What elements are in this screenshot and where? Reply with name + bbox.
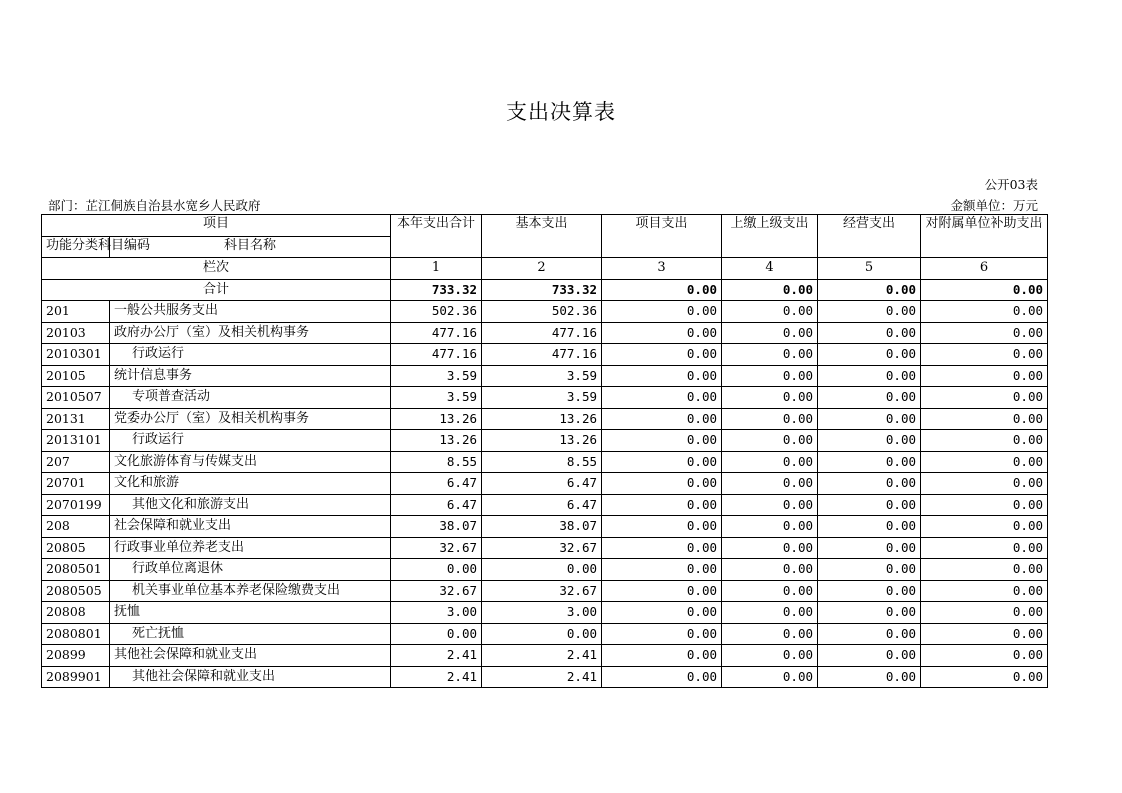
amount-cell: 6.47 (391, 494, 482, 516)
amount-cell: 32.67 (391, 580, 482, 602)
subject-name: 行政单位离退休 (110, 559, 391, 581)
subject-name: 其他社会保障和就业支出 (110, 666, 391, 688)
amount-cell: 502.36 (391, 301, 482, 323)
amount-cell: 0.00 (921, 645, 1048, 667)
amount-cell: 13.26 (482, 430, 602, 452)
amount-cell: 0.00 (818, 537, 921, 559)
amount-cell: 0.00 (722, 645, 818, 667)
amount-cell: 38.07 (482, 516, 602, 538)
subject-code: 2080501 (42, 559, 110, 581)
amount-cell: 0.00 (818, 666, 921, 688)
amount-cell: 477.16 (391, 344, 482, 366)
amount-cell: 0.00 (722, 451, 818, 473)
amount-cell: 0.00 (482, 623, 602, 645)
amount-cell: 0.00 (722, 430, 818, 452)
amount-cell: 32.67 (482, 537, 602, 559)
table-row (42, 430, 1048, 452)
subject-name: 其他社会保障和就业支出 (110, 645, 391, 667)
table-row (42, 580, 1048, 602)
amount-cell: 0.00 (921, 365, 1048, 387)
amount-cell: 0.00 (921, 322, 1048, 344)
amount-cell: 0.00 (602, 559, 722, 581)
amount-cell: 32.67 (482, 580, 602, 602)
table-row (42, 387, 1048, 409)
header-total-expenditure: 本年支出合计 (391, 215, 482, 258)
column-number: 1 (391, 258, 482, 280)
amount-cell: 6.47 (482, 494, 602, 516)
amount-cell: 0.00 (602, 365, 722, 387)
amount-cell: 0.00 (818, 602, 921, 624)
amount-cell: 0.00 (722, 344, 818, 366)
table-row (42, 408, 1048, 430)
table-row (42, 666, 1048, 688)
amount-cell: 6.47 (482, 473, 602, 495)
header-item: 项目 (42, 215, 391, 237)
amount-cell: 477.16 (391, 322, 482, 344)
subject-code: 2070199 (42, 494, 110, 516)
amount-cell: 0.00 (722, 537, 818, 559)
subject-code: 201 (42, 301, 110, 323)
amount-cell: 0.00 (921, 344, 1048, 366)
amount-cell: 0.00 (602, 430, 722, 452)
amount-cell: 13.26 (391, 408, 482, 430)
subject-name: 文化和旅游 (110, 473, 391, 495)
table-row (42, 322, 1048, 344)
amount-cell: 0.00 (818, 580, 921, 602)
subject-name: 其他文化和旅游支出 (110, 494, 391, 516)
header-basic-expenditure: 基本支出 (482, 215, 602, 258)
amount-cell: 0.00 (921, 473, 1048, 495)
amount-cell: 0.00 (602, 387, 722, 409)
total-label: 合计 (42, 279, 391, 301)
subject-name: 行政运行 (110, 344, 391, 366)
header-subject-name: 科目名称 (110, 236, 391, 258)
subject-code: 2089901 (42, 666, 110, 688)
department-label: 部门：芷江侗族自治县水宽乡人民政府 (48, 198, 261, 213)
table-row (42, 559, 1048, 581)
amount-cell: 32.67 (391, 537, 482, 559)
subject-name: 行政运行 (110, 430, 391, 452)
amount-cell: 0.00 (921, 301, 1048, 323)
total-value: 0.00 (722, 279, 818, 301)
amount-cell: 8.55 (482, 451, 602, 473)
column-number: 3 (602, 258, 722, 280)
subject-code: 20808 (42, 602, 110, 624)
total-value: 733.32 (482, 279, 602, 301)
amount-cell: 0.00 (722, 623, 818, 645)
amount-cell: 0.00 (818, 645, 921, 667)
subject-code: 20105 (42, 365, 110, 387)
amount-cell: 38.07 (391, 516, 482, 538)
header-upper-remittance: 上缴上级支出 (722, 215, 818, 258)
subject-name: 机关事业单位基本养老保险缴费支出 (110, 580, 391, 602)
page-title: 支出决算表 (506, 100, 616, 124)
table-row (42, 365, 1048, 387)
amount-cell: 0.00 (602, 408, 722, 430)
amount-cell: 0.00 (818, 494, 921, 516)
subject-name: 行政事业单位养老支出 (110, 537, 391, 559)
amount-unit-label: 金额单位：万元 (950, 198, 1038, 213)
amount-cell: 0.00 (722, 387, 818, 409)
amount-cell: 0.00 (482, 559, 602, 581)
subject-code: 207 (42, 451, 110, 473)
amount-cell: 0.00 (722, 301, 818, 323)
subject-code: 2013101 (42, 430, 110, 452)
total-row (42, 279, 1048, 301)
subject-name: 统计信息事务 (110, 365, 391, 387)
subject-name: 抚恤 (110, 602, 391, 624)
header-business-expenditure: 经营支出 (818, 215, 921, 258)
header-subsidy-expenditure: 对附属单位补助支出 (921, 215, 1048, 258)
subject-name: 社会保障和就业支出 (110, 516, 391, 538)
amount-cell: 3.00 (482, 602, 602, 624)
amount-cell: 0.00 (921, 559, 1048, 581)
subject-name: 党委办公厅（室）及相关机构事务 (110, 408, 391, 430)
amount-cell: 0.00 (818, 451, 921, 473)
amount-cell: 0.00 (722, 580, 818, 602)
amount-cell: 0.00 (602, 645, 722, 667)
amount-cell: 6.47 (391, 473, 482, 495)
subject-code: 20701 (42, 473, 110, 495)
amount-cell: 0.00 (921, 451, 1048, 473)
table-row (42, 473, 1048, 495)
total-value: 0.00 (818, 279, 921, 301)
header-project-expenditure: 项目支出 (602, 215, 722, 258)
total-value: 0.00 (602, 279, 722, 301)
table-row (42, 516, 1048, 538)
amount-cell: 0.00 (921, 666, 1048, 688)
amount-cell: 3.59 (482, 387, 602, 409)
amount-cell: 2.41 (391, 666, 482, 688)
amount-cell: 0.00 (722, 408, 818, 430)
amount-cell: 8.55 (391, 451, 482, 473)
amount-cell: 0.00 (722, 666, 818, 688)
amount-cell: 3.00 (391, 602, 482, 624)
subject-code: 20103 (42, 322, 110, 344)
amount-cell: 0.00 (722, 516, 818, 538)
amount-cell: 2.41 (482, 666, 602, 688)
amount-cell: 0.00 (921, 602, 1048, 624)
subject-code: 2010507 (42, 387, 110, 409)
table-row (42, 602, 1048, 624)
subject-name: 专项普查活动 (110, 387, 391, 409)
subject-name: 一般公共服务支出 (110, 301, 391, 323)
amount-cell: 477.16 (482, 322, 602, 344)
amount-cell: 0.00 (602, 623, 722, 645)
subject-code: 20131 (42, 408, 110, 430)
subject-code: 20899 (42, 645, 110, 667)
header-function-code: 功能分类科目编码 (42, 236, 110, 258)
amount-cell: 3.59 (391, 365, 482, 387)
amount-cell: 13.26 (391, 430, 482, 452)
amount-cell: 0.00 (818, 322, 921, 344)
amount-cell: 0.00 (818, 344, 921, 366)
subject-code: 208 (42, 516, 110, 538)
amount-cell: 3.59 (391, 387, 482, 409)
table-row (42, 301, 1048, 323)
amount-cell: 0.00 (818, 516, 921, 538)
form-number: 公开03表 (984, 177, 1038, 192)
amount-cell: 0.00 (602, 301, 722, 323)
amount-cell: 0.00 (818, 365, 921, 387)
amount-cell: 13.26 (482, 408, 602, 430)
table-row (42, 537, 1048, 559)
subject-name: 文化旅游体育与传媒支出 (110, 451, 391, 473)
amount-cell: 0.00 (921, 494, 1048, 516)
amount-cell: 0.00 (818, 387, 921, 409)
amount-cell: 0.00 (818, 408, 921, 430)
amount-cell: 0.00 (921, 387, 1048, 409)
total-value: 733.32 (391, 279, 482, 301)
total-value: 0.00 (921, 279, 1048, 301)
table-row (42, 494, 1048, 516)
amount-cell: 0.00 (391, 623, 482, 645)
amount-cell: 0.00 (602, 494, 722, 516)
amount-cell: 0.00 (602, 537, 722, 559)
amount-cell: 0.00 (921, 516, 1048, 538)
amount-cell: 0.00 (722, 473, 818, 495)
subject-code: 2080801 (42, 623, 110, 645)
amount-cell: 0.00 (602, 602, 722, 624)
column-number: 2 (482, 258, 602, 280)
subject-name: 政府办公厅（室）及相关机构事务 (110, 322, 391, 344)
amount-cell: 0.00 (602, 580, 722, 602)
amount-cell: 2.41 (391, 645, 482, 667)
amount-cell: 0.00 (602, 344, 722, 366)
amount-cell: 0.00 (722, 365, 818, 387)
amount-cell: 0.00 (722, 602, 818, 624)
amount-cell: 0.00 (722, 322, 818, 344)
amount-cell: 0.00 (818, 430, 921, 452)
amount-cell: 0.00 (818, 473, 921, 495)
amount-cell: 0.00 (818, 301, 921, 323)
subject-name: 死亡抚恤 (110, 623, 391, 645)
table-row (42, 451, 1048, 473)
amount-cell: 0.00 (921, 430, 1048, 452)
column-number: 6 (921, 258, 1048, 280)
column-number: 5 (818, 258, 921, 280)
amount-cell: 0.00 (921, 408, 1048, 430)
table-row (42, 344, 1048, 366)
amount-cell: 0.00 (602, 666, 722, 688)
amount-cell: 0.00 (391, 559, 482, 581)
amount-cell: 3.59 (482, 365, 602, 387)
amount-cell: 0.00 (921, 580, 1048, 602)
amount-cell: 0.00 (722, 494, 818, 516)
column-number: 4 (722, 258, 818, 280)
subject-code: 2010301 (42, 344, 110, 366)
amount-cell: 0.00 (921, 537, 1048, 559)
subject-code: 2080505 (42, 580, 110, 602)
amount-cell: 477.16 (482, 344, 602, 366)
subject-code: 20805 (42, 537, 110, 559)
amount-cell: 0.00 (818, 559, 921, 581)
expenditure-table (41, 214, 1048, 688)
amount-cell: 0.00 (818, 623, 921, 645)
amount-cell: 0.00 (722, 559, 818, 581)
amount-cell: 0.00 (602, 473, 722, 495)
amount-cell: 0.00 (921, 623, 1048, 645)
amount-cell: 502.36 (482, 301, 602, 323)
amount-cell: 0.00 (602, 451, 722, 473)
row-number-label: 栏次 (42, 258, 391, 280)
table-row (42, 623, 1048, 645)
table-row (42, 645, 1048, 667)
amount-cell: 0.00 (602, 516, 722, 538)
amount-cell: 2.41 (482, 645, 602, 667)
amount-cell: 0.00 (602, 322, 722, 344)
